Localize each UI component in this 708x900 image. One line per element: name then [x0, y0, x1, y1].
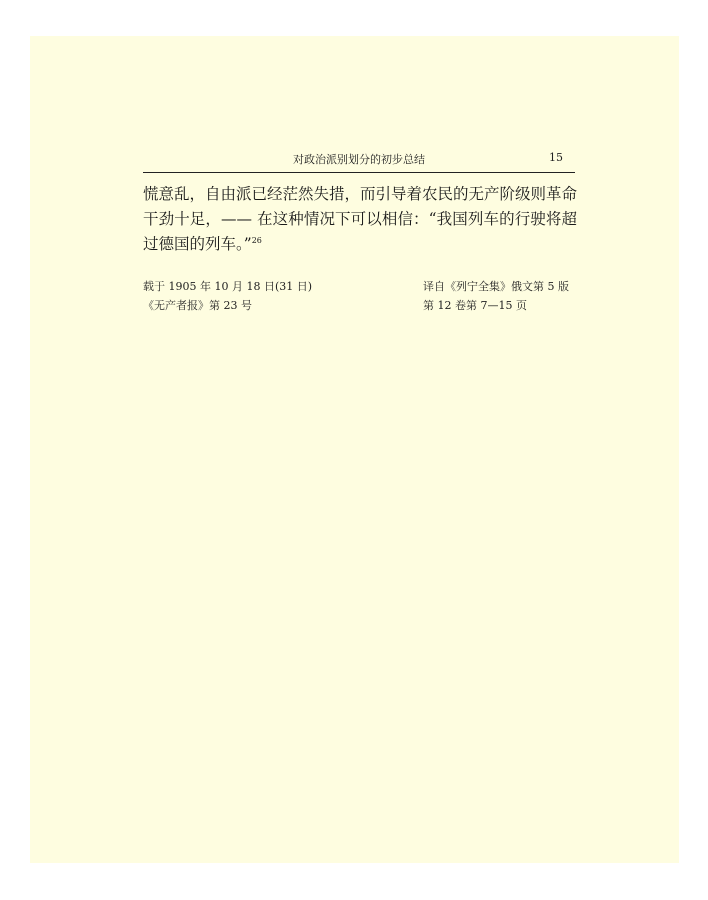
paragraph-text: 慌意乱，自由派已经茫然失措，而引导着农民的无产阶级则革命干劲十足，—— 在这种情况下可以相信：“我国列车的行驶将超过德国的列车。”	[143, 185, 578, 253]
translation-pages: 第 12 卷第 7—15 页	[423, 299, 527, 312]
book-page	[30, 36, 679, 863]
footnote-reference: 26	[251, 235, 262, 245]
body-paragraph	[143, 182, 577, 257]
publication-source	[143, 277, 312, 315]
running-header	[143, 150, 575, 173]
publication-date: 载于 1905 年 10 月 18 日(31 日)	[143, 280, 313, 293]
publication-issue: 《无产者报》第 23 号	[143, 299, 252, 312]
translation-source	[423, 277, 569, 315]
page-number: 15	[549, 151, 563, 164]
translation-edition: 译自《列宁全集》俄文第 5 版	[423, 280, 569, 293]
chapter-title: 对政治派别划分的初步总结	[293, 153, 425, 166]
